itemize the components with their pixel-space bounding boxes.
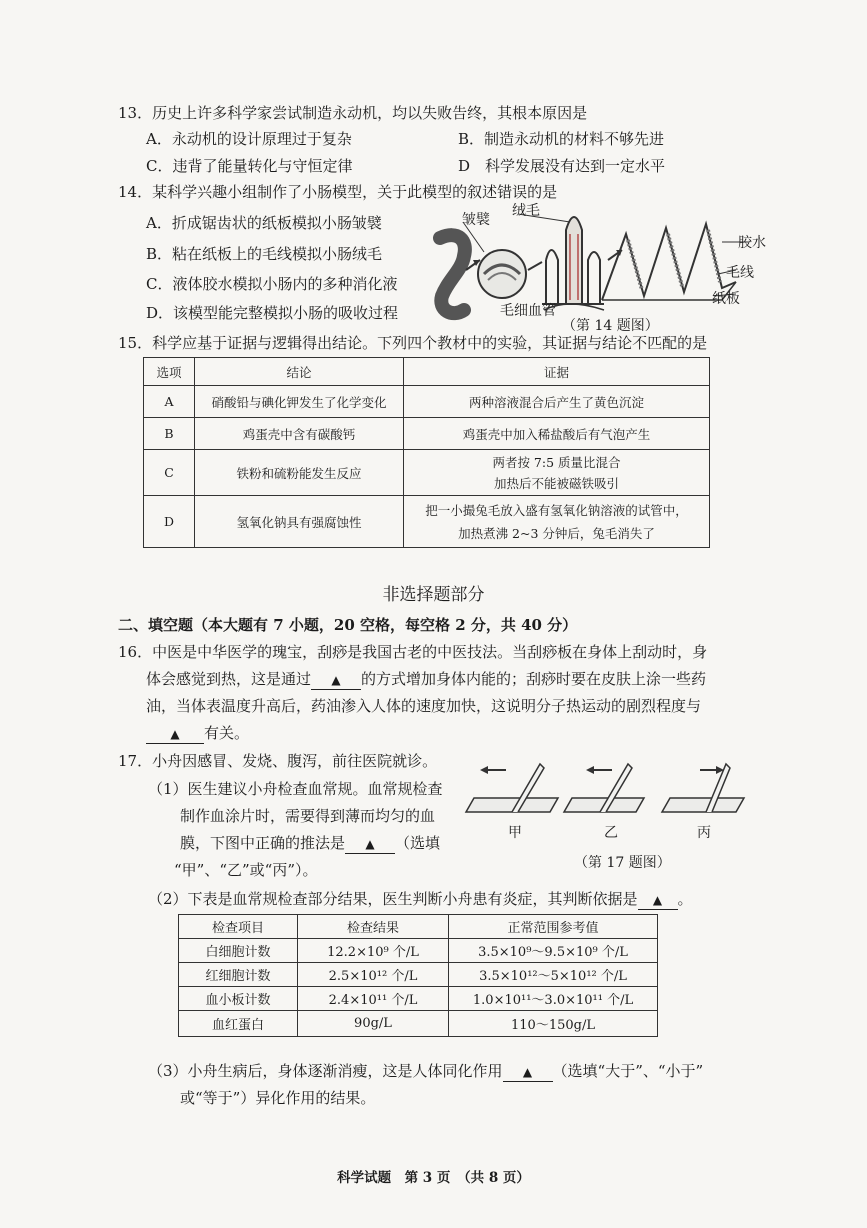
blood-header-item: 检查项目 (179, 915, 298, 939)
q13-option-b[interactable]: B．制造永动机的材料不够先进 (458, 130, 665, 148)
q13-option-c[interactable]: C．违背了能量转化与守恒定律 (146, 157, 353, 175)
q16-line-4 (146, 723, 249, 744)
q13-stem: 13．历史上许多科学家尝试制造永动机，均以失败告终，其根本原因是 (118, 104, 588, 122)
q15-cell: 硝酸铅与碘化钾发生了化学变化 (195, 386, 404, 418)
q17-text: （2）下表是血常规检查部分结果，医生判断小舟患有炎症，其判断依据是 (148, 890, 638, 908)
fig17-label-yi: 乙 (604, 825, 618, 841)
blood-cell: 红细胞计数 (179, 963, 298, 987)
section-heading: 二、填空题（本大题有 7 小题，20 空格，每空格 2 分，共 40 分） (118, 616, 578, 634)
fig14-caption: （第 14 题图） (562, 318, 659, 334)
q15-cell: C (144, 450, 195, 496)
smear-diagram-bing (662, 764, 744, 812)
q14-option-a[interactable]: A．折成锯齿状的纸板模拟小肠皱襞 (146, 214, 382, 232)
table-row[interactable] (179, 963, 658, 987)
blood-cell: 2.4×10¹¹ 个/L (298, 987, 449, 1011)
smear-diagram-yi (564, 764, 644, 812)
q15-cell: 氢氧化钠具有强腐蚀性 (195, 496, 404, 548)
fig17-label-bing: 丙 (697, 825, 711, 841)
q15-header-option: 选项 (144, 358, 195, 386)
q15-header-conclusion: 结论 (195, 358, 404, 386)
q16-line-3: 油，当体表温度升高后，药油渗入人体的速度加快，这说明分子热运动的剧烈程度与 (146, 697, 702, 715)
q14-stem: 14．某科学兴趣小组制作了小肠模型，关于此模型的叙述错误的是 (118, 183, 558, 201)
q17-period: 。 (677, 890, 693, 908)
blood-cell: 90g/L (298, 1011, 449, 1037)
blood-cell: 1.0×10¹¹～3.0×10¹¹ 个/L (449, 987, 658, 1011)
blood-header-reference: 正常范围参考值 (449, 915, 658, 939)
blood-cell: 血红蛋白 (179, 1011, 298, 1037)
q15-stem: 15．科学应基于证据与逻辑得出结论。下列四个教材中的实验，其证据与结论不匹配的是 (118, 334, 708, 352)
blood-cell: 12.2×10⁹ 个/L (298, 939, 449, 963)
fig14-label-capillary: 毛细血管 (500, 303, 556, 319)
q15-table (143, 357, 710, 548)
q15-cell: 鸡蛋壳中含有碳酸钙 (195, 418, 404, 450)
section-title: 非选择题部分 (382, 585, 485, 605)
table-row[interactable] (144, 450, 710, 496)
blood-cell: 3.5×10¹²～5×10¹² 个/L (449, 963, 658, 987)
q17-p1-line-1: （1）医生建议小舟检查血常规。血常规检查 (148, 780, 443, 798)
fig17-caption: （第 17 题图） (574, 855, 671, 871)
q17-p1-line-4: “甲”、“乙”或“丙”）。 (174, 861, 318, 879)
table-row[interactable] (144, 386, 710, 418)
q17-blank-1[interactable]: ▲ (345, 834, 395, 854)
q15-cell (404, 450, 710, 496)
q16-text: 的方式增加身体内能的；刮痧时要在皮肤上涂一些药 (361, 670, 707, 688)
q15-cell: D (144, 496, 195, 548)
blood-header-result: 检查结果 (298, 915, 449, 939)
fig14-label-glue: 胶水 (738, 235, 766, 251)
q17-p3-line-1 (148, 1061, 703, 1082)
q17-p3-line-2: 或“等于”）异化作用的结果。 (180, 1089, 376, 1107)
q17-p2 (148, 889, 693, 910)
q17-blank-3[interactable]: ▲ (503, 1062, 553, 1082)
q17-text: （选填“大于”、“小于” (552, 1062, 704, 1080)
table-row[interactable] (144, 496, 710, 548)
q15-cell: B (144, 418, 195, 450)
q14-option-d[interactable]: D．该模型能完整模拟小肠的吸收过程 (146, 304, 399, 322)
q15-cell: A (144, 386, 195, 418)
fig14-label-paperboard: 纸板 (712, 291, 740, 307)
q14-option-c[interactable]: C．液体胶水模拟小肠内的多种消化液 (146, 275, 398, 293)
q15-evidence-line: 加热后不能被磁铁吸引 (493, 475, 619, 491)
blood-cell: 血小板计数 (179, 987, 298, 1011)
table-row[interactable] (179, 987, 658, 1011)
villus-shape (566, 217, 582, 304)
q14-option-b[interactable]: B．粘在纸板上的毛线模拟小肠绒毛 (146, 245, 383, 263)
q16-text: 有关。 (204, 724, 250, 742)
q16-blank-2[interactable]: ▲ (146, 724, 204, 744)
fig14-label-yarn: 毛线 (726, 265, 754, 281)
q15-cell (404, 496, 710, 548)
q15-cell: 两种溶液混合后产生了黄色沉淀 (404, 386, 710, 418)
fig14-label-villi: 绒毛 (512, 203, 540, 219)
q15-cell: 铁粉和硫粉能发生反应 (195, 450, 404, 496)
q15-evidence-line: 把一小撮兔毛放入盛有氢氧化钠溶液的试管中， (425, 502, 688, 518)
intestine-tube-shape (440, 235, 465, 313)
table-row[interactable] (179, 1011, 658, 1037)
blood-cell: 2.5×10¹² 个/L (298, 963, 449, 987)
q15-cell: 鸡蛋壳中加入稀盐酸后有气泡产生 (404, 418, 710, 450)
q13-option-a[interactable]: A．永动机的设计原理过于复杂 (146, 130, 352, 148)
fig14-label-fold: 皱襞 (462, 212, 490, 228)
q17-text: 膜，下图中正确的推法是 (180, 834, 346, 852)
blood-cell: 110～150g/L (449, 1011, 658, 1037)
q16-line-2 (146, 669, 706, 690)
blood-cell: 白细胞计数 (179, 939, 298, 963)
q17-text: （选填 (395, 834, 441, 852)
q16-text: 体会感觉到热，这是通过 (146, 670, 312, 688)
blood-test-table (178, 914, 658, 1037)
q17-p1-line-2: 制作血涂片时，需要得到薄而均匀的血 (180, 807, 436, 825)
q17-stem: 17．小舟因感冒、发烧、腹泻，前往医院就诊。 (118, 752, 438, 770)
fig17-label-jia: 甲 (508, 825, 522, 841)
q16-line-1: 16．中医是中华医学的瑰宝，刮痧是我国古老的中医技法。当刮痧板在身体上刮动时，身 (118, 643, 708, 661)
q17-p1-line-3 (180, 833, 440, 854)
q15-header-evidence: 证据 (404, 358, 710, 386)
q17-blank-2[interactable]: ▲ (638, 890, 678, 910)
page-footer: 科学试题 第 3 页 （共 8 页） (337, 1170, 530, 1186)
q15-evidence-line: 两者按 7:5 质量比混合 (492, 454, 621, 470)
q17-text: （3）小舟生病后，身体逐渐消瘦，这是人体同化作用 (148, 1062, 503, 1080)
q15-evidence-line: 加热煮沸 2~3 分钟后，兔毛消失了 (458, 525, 655, 541)
q13-option-d[interactable]: D 科学发展没有达到一定水平 (458, 157, 666, 175)
q16-blank-1[interactable]: ▲ (311, 670, 361, 690)
table-row[interactable] (179, 939, 658, 963)
blood-cell: 3.5×10⁹～9.5×10⁹ 个/L (449, 939, 658, 963)
smear-diagram-jia (466, 764, 558, 812)
blood-smear-figure (464, 760, 746, 820)
table-row[interactable] (144, 418, 710, 450)
